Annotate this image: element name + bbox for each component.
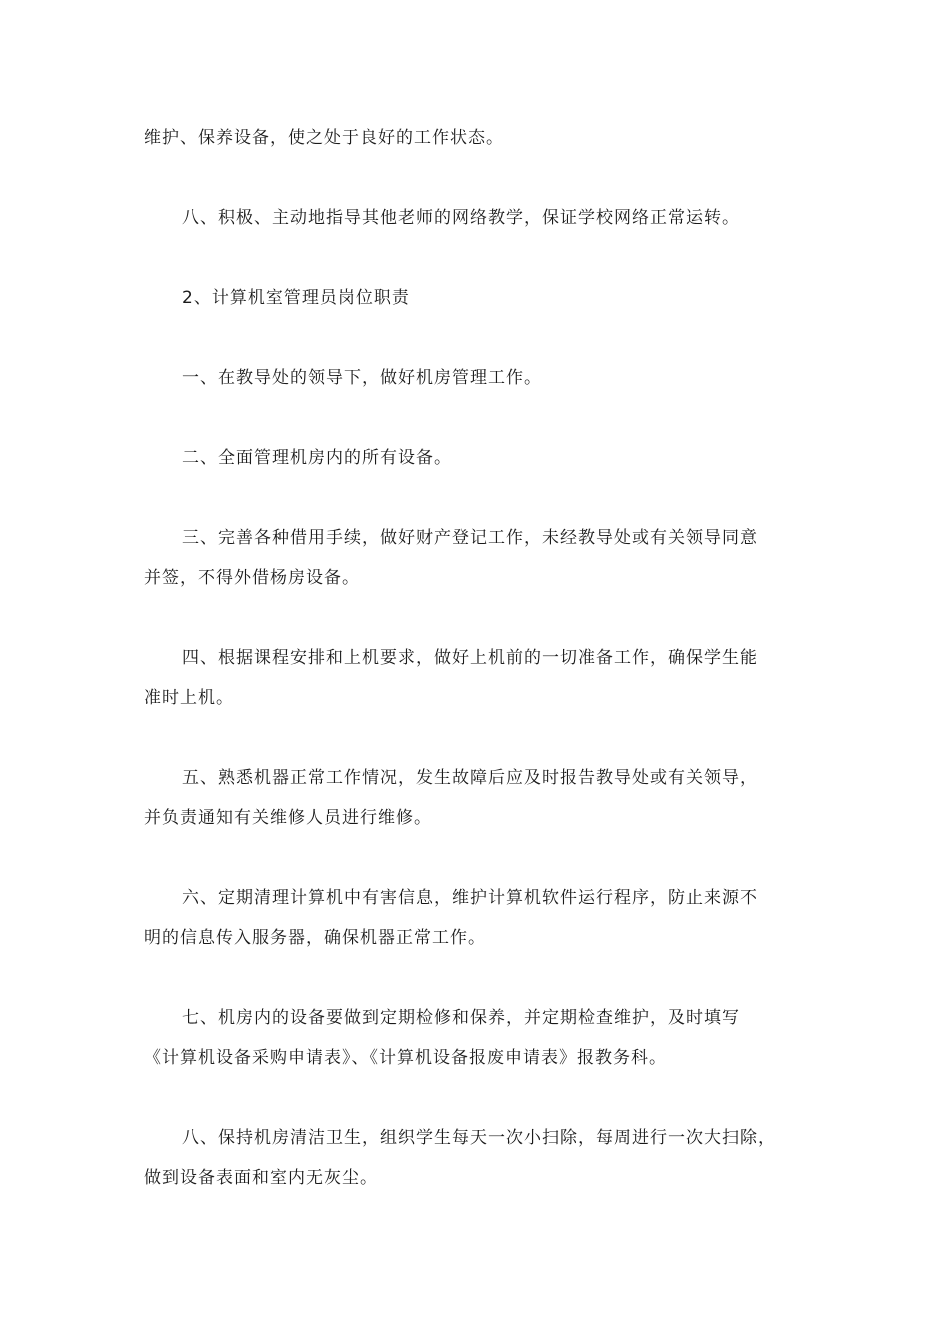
paragraph-item-3	[144, 518, 812, 598]
paragraph-item-8-cleaning	[144, 1118, 812, 1198]
paragraph-item-2	[182, 438, 850, 478]
paragraph-item-4	[144, 638, 812, 718]
text-line: 六、定期清理计算机中有害信息，维护计算机软件运行程序，防止来源不	[182, 888, 758, 908]
text-line: 一、在教导处的领导下，做好机房管理工作。	[182, 368, 542, 388]
paragraph-item-5	[144, 758, 812, 838]
paragraph-item-6	[144, 878, 812, 958]
text-line: 《计算机设备采购申请表》、《计算机设备报废申请表》报教务科。	[144, 1048, 667, 1068]
section-heading	[182, 278, 850, 318]
text-line: 八、积极、主动地指导其他老师的网络教学，保证学校网络正常运转。	[182, 208, 740, 228]
text-line: 五、熟悉机器正常工作情况，发生故障后应及时报告教导处或有关领导，	[182, 768, 758, 788]
text-line: 二、全面管理机房内的所有设备。	[182, 448, 452, 468]
text-line: 四、根据课程安排和上机要求，做好上机前的一切准备工作，确保学生能	[182, 648, 758, 668]
text-line: 做到设备表面和室内无灰尘。	[144, 1168, 378, 1188]
text-line: 并负责通知有关维修人员进行维修。	[144, 808, 432, 828]
paragraph-item-7	[144, 998, 812, 1078]
text-line: 七、机房内的设备要做到定期检修和保养，并定期检查维护，及时填写	[182, 1008, 740, 1028]
text-line: 八、保持机房清洁卫生，组织学生每天一次小扫除，每周进行一次大扫除，	[182, 1128, 776, 1148]
text-line: 三、完善各种借用手续，做好财产登记工作，未经教导处或有关领导同意	[182, 528, 758, 548]
text-line: 准时上机。	[144, 688, 234, 708]
text-line: 明的信息传入服务器，确保机器正常工作。	[144, 928, 486, 948]
paragraph-continuation	[144, 118, 812, 158]
text-line: 维护、保养设备，使之处于良好的工作状态。	[144, 128, 504, 148]
text-line: 并签，不得外借杨房设备。	[144, 568, 360, 588]
text-line: 2、计算机室管理员岗位职责	[182, 288, 410, 308]
paragraph-item-1	[182, 358, 850, 398]
paragraph-item-8-network	[182, 198, 850, 238]
